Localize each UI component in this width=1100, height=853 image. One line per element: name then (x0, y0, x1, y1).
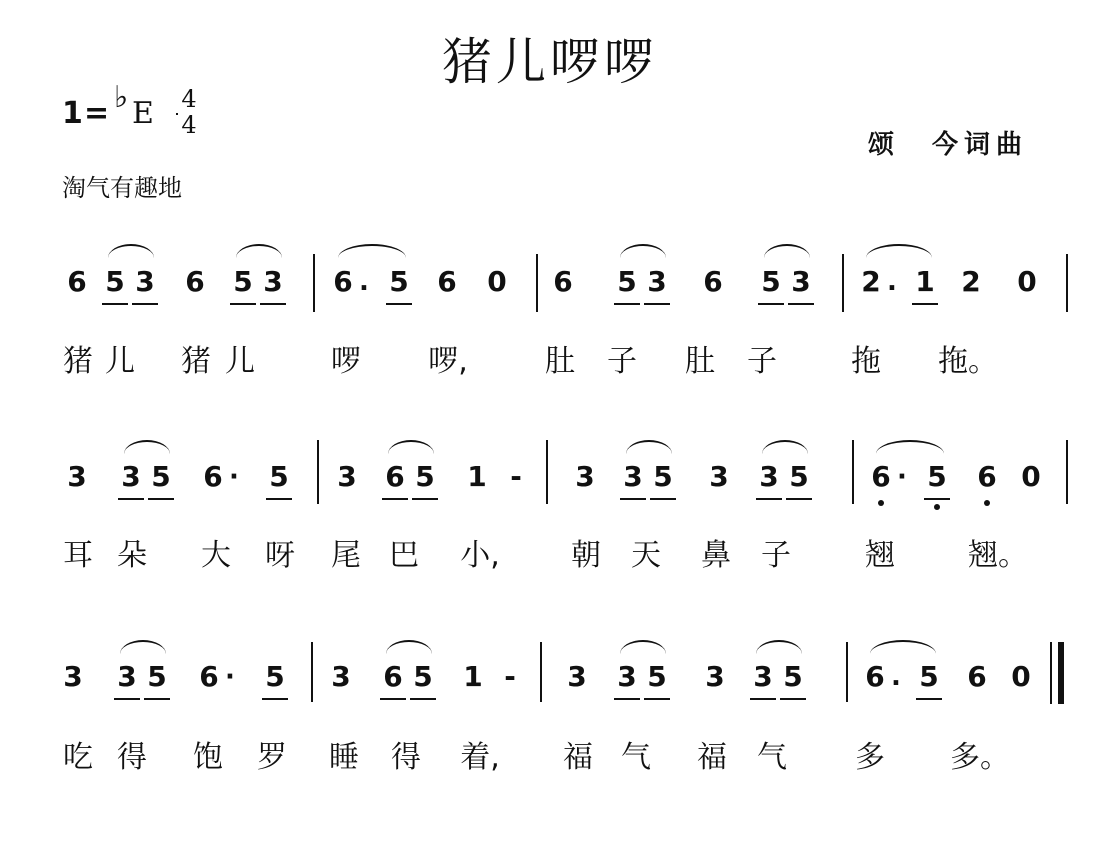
slur (124, 440, 170, 454)
lyric: 儿 (105, 344, 135, 379)
note: 3 (612, 660, 642, 694)
dot: · (229, 462, 239, 492)
lyric: 多 (855, 740, 885, 775)
note: 6 (972, 460, 1002, 494)
note: 5 (778, 660, 808, 694)
dot: · (897, 462, 907, 492)
time-signature (176, 86, 202, 138)
lyric: 鼻 (701, 538, 731, 573)
slur (386, 640, 432, 654)
dot: · (225, 662, 235, 692)
lyric: 拖 (851, 344, 881, 379)
lyric: 啰 (331, 344, 361, 379)
time-signature-bottom: 4 (181, 111, 197, 139)
slur (388, 440, 434, 454)
lyric: 福 (697, 740, 727, 775)
bar-line (311, 642, 313, 702)
bar-line (540, 642, 542, 702)
note: 3 (748, 660, 778, 694)
lyric: 福 (563, 740, 593, 775)
note: 3 (754, 460, 784, 494)
lyric: 子 (747, 344, 777, 379)
lower-octave-dot (878, 500, 884, 506)
note: 6 (378, 660, 408, 694)
lower-octave-dot (934, 504, 940, 510)
lyric: 天 (631, 538, 661, 573)
note: 6 (199, 660, 219, 693)
note: 3 (258, 265, 288, 299)
note: 0 (1011, 660, 1031, 693)
slur (620, 244, 666, 258)
note: 3 (575, 460, 595, 493)
flat-icon: ♭ (114, 80, 129, 115)
lyric: 呀 (265, 538, 295, 573)
note: 6 (553, 265, 573, 298)
note: 1 (463, 660, 483, 693)
lyric: 小, (460, 538, 500, 573)
lyric: 尾 (331, 538, 361, 573)
key-do: 1 (62, 96, 83, 131)
dot: . (359, 267, 369, 297)
note: 3 (130, 265, 160, 299)
slur (762, 440, 808, 454)
note: 6 (703, 265, 723, 298)
note: 3 (705, 660, 725, 693)
composer-credit: 颂 今词曲 (868, 130, 1029, 160)
lyric: 拖。 (938, 344, 998, 379)
slur (620, 640, 666, 654)
note: 5 (922, 460, 952, 494)
lyric: 巴 (389, 538, 419, 573)
note: 5 (264, 460, 294, 494)
song-title: 猪儿啰啰 (442, 33, 658, 91)
slur (866, 244, 932, 258)
lyric: 大 (201, 538, 231, 573)
lyric: 睡 (329, 740, 359, 775)
lyric: 着, (460, 740, 500, 775)
note: 3 (112, 660, 142, 694)
note: 6 (67, 265, 87, 298)
note: 0 (1021, 460, 1041, 493)
bar-line (852, 440, 854, 504)
lyric: 罗 (257, 740, 287, 775)
dash: - (510, 460, 522, 493)
lyric: 翘 (865, 538, 895, 573)
lyric: 儿 (225, 344, 255, 379)
note: 3 (567, 660, 587, 693)
lyric: 猪 (181, 344, 211, 379)
note: 5 (228, 265, 258, 299)
lyric: 啰, (428, 344, 468, 379)
lyric: 得 (391, 740, 421, 775)
lyric: 多。 (950, 740, 1010, 775)
lyric: 肚 (685, 344, 715, 379)
note: 6 (333, 265, 353, 298)
bar-line (317, 440, 319, 504)
note: 5 (146, 460, 176, 494)
slur (108, 244, 154, 258)
note: 6 (866, 460, 896, 494)
note: 6 (437, 265, 457, 298)
bar-line (1066, 254, 1068, 312)
slur (236, 244, 282, 258)
note: 1 (467, 460, 487, 493)
final-bar-thick (1058, 642, 1064, 704)
note: 5 (408, 660, 438, 694)
note: 5 (914, 660, 944, 694)
slur (876, 440, 944, 454)
note: 5 (384, 265, 414, 299)
note: 2 (861, 265, 881, 298)
lyric: 朵 (117, 538, 147, 573)
note: 6 (967, 660, 987, 693)
lyric: 得 (117, 740, 147, 775)
note: 6 (380, 460, 410, 494)
note: 3 (618, 460, 648, 494)
lyric: 气 (621, 740, 651, 775)
lyric: 气 (757, 740, 787, 775)
note: 5 (784, 460, 814, 494)
dot: . (891, 662, 901, 692)
note: 2 (961, 265, 981, 298)
note: 3 (67, 460, 87, 493)
note: 3 (786, 265, 816, 299)
time-signature-top: 4 (181, 85, 197, 113)
key-letter: E (132, 96, 154, 131)
dot: . (887, 267, 897, 297)
note: 3 (116, 460, 146, 494)
slur (764, 244, 810, 258)
note: 5 (756, 265, 786, 299)
note: 3 (337, 460, 357, 493)
note: 1 (910, 265, 940, 299)
lyric: 肚 (545, 344, 575, 379)
bar-line (536, 254, 538, 312)
note: 5 (648, 460, 678, 494)
note: 5 (142, 660, 172, 694)
slur (870, 640, 936, 654)
note: 5 (100, 265, 130, 299)
slur (120, 640, 166, 654)
note: 0 (1017, 265, 1037, 298)
lyric: 子 (761, 538, 791, 573)
time-signature-line (176, 113, 178, 115)
bar-line (1066, 440, 1068, 504)
final-bar-thin (1050, 642, 1052, 704)
note: 3 (709, 460, 729, 493)
note: 6 (185, 265, 205, 298)
lyric: 饱 (193, 740, 223, 775)
tempo-marking: 淘气有趣地 (62, 174, 182, 202)
note: 3 (63, 660, 83, 693)
lyric: 猪 (63, 344, 93, 379)
note: 5 (642, 660, 672, 694)
bar-line (842, 254, 844, 312)
bar-line (546, 440, 548, 504)
lyric: 朝 (571, 538, 601, 573)
note: 0 (487, 265, 507, 298)
lyric: 子 (607, 344, 637, 379)
note: 6 (203, 460, 223, 493)
note: 5 (410, 460, 440, 494)
note: 5 (260, 660, 290, 694)
note: 3 (642, 265, 672, 299)
bar-line (846, 642, 848, 702)
note: 3 (331, 660, 351, 693)
note: 6 (865, 660, 885, 693)
note: 5 (612, 265, 642, 299)
lyric: 耳 (63, 538, 93, 573)
lower-octave-dot (984, 500, 990, 506)
dash: - (504, 660, 516, 693)
lyric: 吃 (63, 740, 93, 775)
slur (338, 244, 406, 258)
key-equals: = (84, 96, 110, 131)
lyric: 翘。 (968, 538, 1028, 573)
bar-line (313, 254, 315, 312)
slur (626, 440, 672, 454)
slur (756, 640, 802, 654)
